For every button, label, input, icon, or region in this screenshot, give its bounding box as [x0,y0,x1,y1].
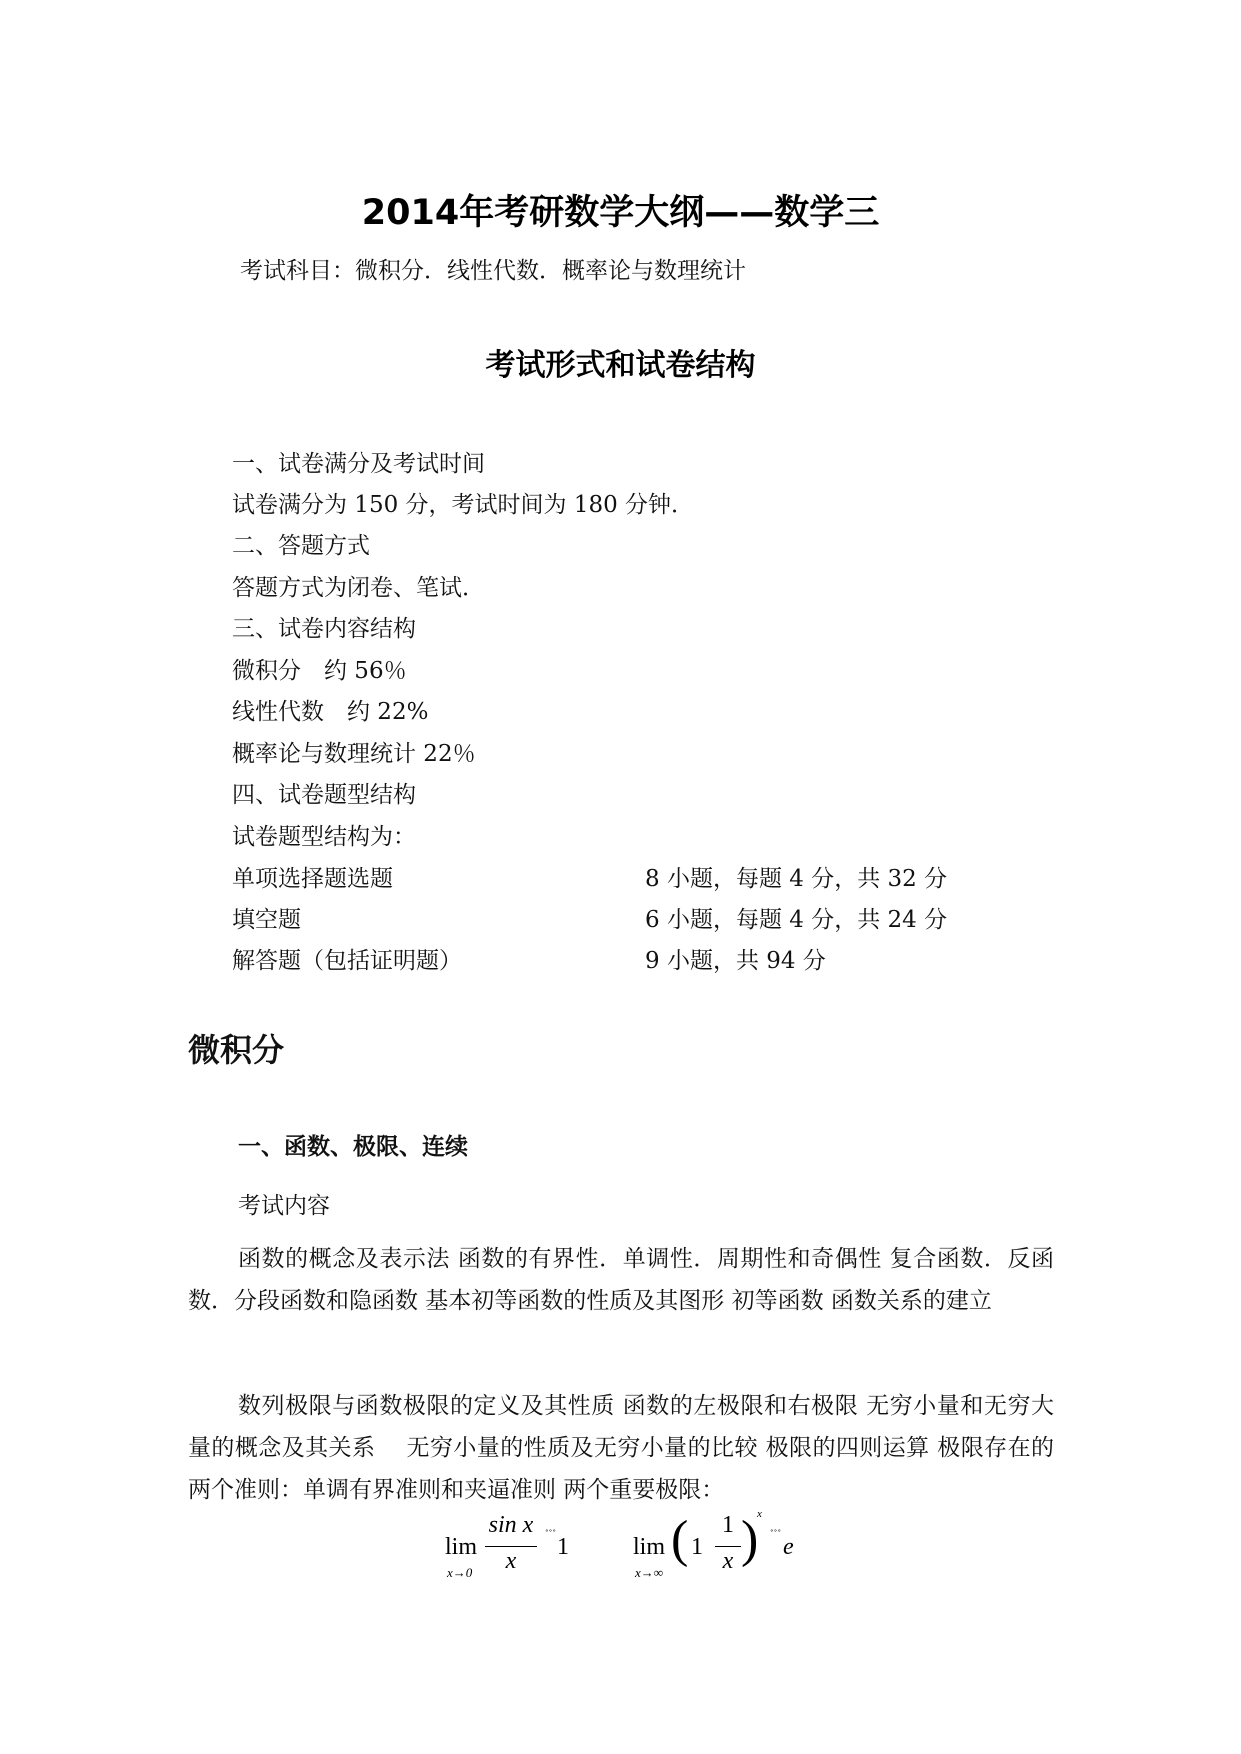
question-type-desc: 9 小题，共 94 分 [645,948,826,974]
one-term: 1 [691,1534,703,1560]
right-paren: ) [741,1511,759,1568]
lim-symbol: lim [445,1534,478,1560]
fraction-numerator: sin x [488,1512,534,1538]
line-linear-algebra-share: 线性代数 约 22% [232,699,429,725]
line-score-heading: 一、试卷满分及考试时间 [232,451,485,477]
lim-symbol: lim [633,1534,666,1560]
content-paragraph: 函数的概念及表示法 函数的有界性．单调性．周期性和奇偶性 复合函数．反函数．分段函数和隐函数 基本初等函数的性质及其图形 初等函数 函数关系的建立 [188,1246,1054,1314]
limit-formula-2 [633,1508,803,1586]
line-probability-share: 概率论与数理统计 22％ [232,741,476,767]
structure-heading: 考试形式和试卷结构 [485,348,756,383]
line-answer-heading: 二、答题方式 [232,533,370,559]
fraction-denominator: x [722,1548,734,1574]
question-type-name: 单项选择题选题 [232,866,393,892]
line-type-heading: 四、试卷题型结构 [232,782,416,808]
question-type-desc: 8 小题，每题 4 分，共 32 分 [645,866,948,892]
exam-subjects: 考试科目：微积分．线性代数．概率论与数理统计 [240,258,746,284]
fraction-bar [715,1546,741,1547]
subsection-title: 一、函数、极限、连续 [238,1134,468,1160]
equals-sign: ˚˚˚ [770,1528,781,1540]
question-type-name: 解答题（包括证明题） [232,948,462,974]
lim-subscript: x→0 [447,1565,473,1580]
line-content-heading: 三、试卷内容结构 [232,616,416,642]
question-type-name: 填空题 [232,907,301,933]
formula-result: 1 [557,1534,569,1560]
content-paragraph: 数列极限与函数极限的定义及其性质 函数的左极限和右极限 无穷小量和无穷大量的概念及其关系 无穷小量的性质及无穷小量的比较 极限的四则运算 极限存在的两个准则：单调有界准则和夹逼准则 两个重要极限： [188,1393,1054,1503]
question-type-desc: 6 小题，每题 4 分，共 24 分 [645,907,948,933]
line-type-intro: 试卷题型结构为： [232,824,416,850]
section-title: 微积分 [188,1031,285,1069]
equals-sign: ˚˚˚ [545,1528,556,1540]
exponent: x [757,1508,762,1520]
formula-result: e [783,1534,794,1560]
fraction-bar [485,1546,537,1547]
limit-formula-1 [445,1512,585,1582]
content-label: 考试内容 [238,1193,330,1219]
lim-subscript: x→∞ [635,1565,664,1580]
fraction-denominator: x [505,1548,517,1574]
page-title: 2014年考研数学大纲——数学三 [361,193,880,233]
line-score-text: 试卷满分为 150 分，考试时间为 180 分钟． [232,492,695,518]
left-paren: ( [671,1511,689,1568]
fraction-numerator: 1 [722,1512,734,1538]
line-calculus-share: 微积分 约 56％ [232,658,407,684]
line-answer-text: 答题方式为闭卷、笔试． [232,575,485,601]
